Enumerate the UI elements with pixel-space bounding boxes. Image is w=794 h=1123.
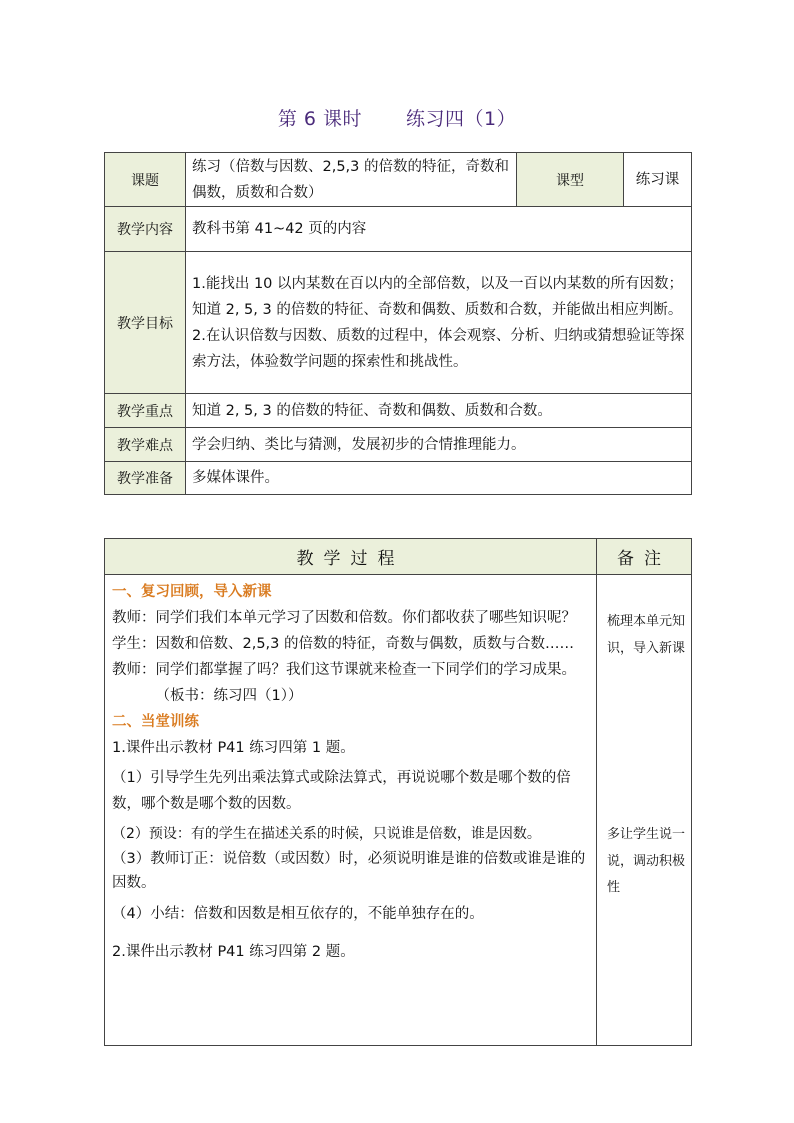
goal-line-2: 2.在认识倍数与因数、质数的过程中，体会观察、分析、归纳或猜想验证等探索方法，体验数学问题的探索性和挑战性。	[192, 327, 685, 370]
goal-value	[186, 252, 692, 394]
practice-line-4: （3）教师订正：说倍数（或因数）时，必须说明谁是谁的倍数或谁是谁的因数。	[112, 851, 586, 891]
notes-header: 备注	[597, 539, 692, 575]
type-value: 练习课	[624, 153, 692, 207]
key-label: 教学重点	[105, 394, 186, 428]
review-line-2: 学生：因数和倍数、2,5,3 的倍数的特征，奇数与偶数，质数与合数……	[112, 636, 575, 652]
content-label: 教学内容	[105, 207, 186, 252]
notes-body	[597, 575, 692, 1046]
topic-value: 练习（倍数与因数、2,5,3 的倍数的特征，奇数和偶数，质数和合数）	[186, 153, 517, 207]
note-practice: 多让学生说一说，调动积极性	[607, 827, 686, 895]
lesson-number: 第 6 课时	[277, 108, 363, 130]
section-practice-title: 二、当堂训练	[112, 714, 199, 730]
lesson-info-table	[104, 152, 692, 495]
teaching-process-table	[104, 538, 692, 1046]
practice-line-3: （2）预设：有的学生在描述关系的时候，只说谁是倍数，谁是因数。	[112, 826, 541, 842]
topic-label: 课题	[105, 153, 186, 207]
content-value: 教科书第 41~42 页的内容	[186, 207, 692, 252]
process-body	[105, 575, 597, 1046]
prep-value: 多媒体课件。	[186, 462, 692, 495]
section-review-title: 一、复习回顾，导入新课	[112, 584, 272, 600]
practice-line-2: （1）引导学生先列出乘法算式或除法算式，再说说哪个数是哪个数的倍数，哪个数是哪个数的因数。	[112, 770, 571, 812]
key-value: 知道 2, 5, 3 的倍数的特征、奇数和偶数、质数和合数。	[186, 394, 692, 428]
difficulty-value: 学会归纳、类比与猜测，发展初步的合情推理能力。	[186, 428, 692, 462]
prep-label: 教学准备	[105, 462, 186, 495]
goal-label: 教学目标	[105, 252, 186, 394]
practice-line-5: （4）小结：倍数和因数是相互依存的，不能单独存在的。	[112, 906, 484, 922]
review-line-3: 教师：同学们都掌握了吗？我们这节课就来检查一下同学们的学习成果。（板书：练习四（1））	[112, 662, 576, 704]
lesson-name: 练习四（1）	[406, 108, 517, 130]
practice-line-1: 1.课件出示教材 P41 练习四第 1 题。	[112, 740, 355, 756]
note-review: 梳理本单元知识，导入新课	[607, 614, 686, 656]
practice-line-6: 2.课件出示教材 P41 练习四第 2 题。	[112, 944, 355, 960]
difficulty-label: 教学难点	[105, 428, 186, 462]
process-header: 教学过程	[105, 539, 597, 575]
goal-line-1: 1.能找出 10 以内某数在百以内的全部倍数，以及一百以内某数的所有因数；知道 2, 5, 3 的倍数的特征、奇数和偶数、质数和合数，并能做出相应判断。	[192, 275, 684, 318]
review-line-1: 教师：同学们我们本单元学习了因数和倍数。你们都收获了哪些知识呢？	[112, 610, 576, 626]
page-title	[0, 104, 794, 131]
type-label: 课型	[517, 153, 624, 207]
